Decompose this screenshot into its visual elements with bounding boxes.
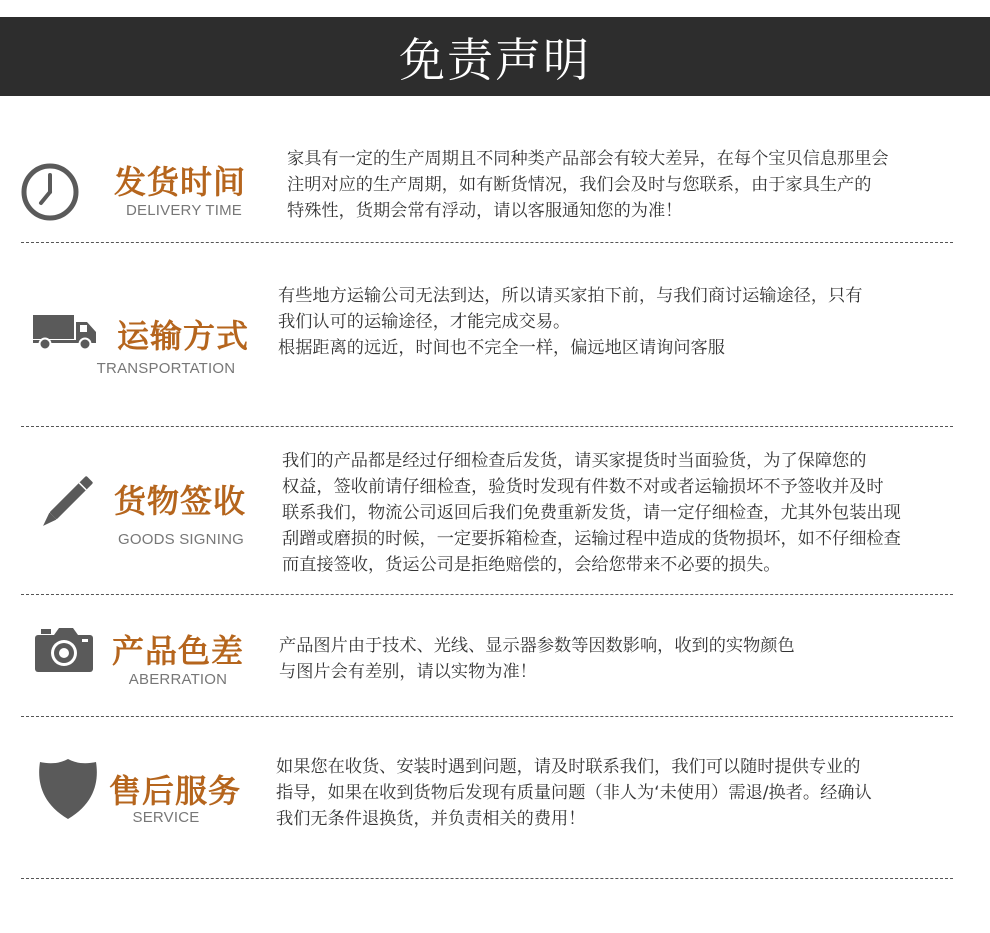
description-line: 有些地方运输公司无法到达，所以请买家拍下前，与我们商讨运输途径，只有 bbox=[278, 286, 863, 306]
page-header bbox=[0, 17, 990, 96]
description-line: 刮蹭或磨损的时候，一定要拆箱检查，运输过程中造成的货物损坏，如不仔细检查 bbox=[282, 529, 901, 549]
description-line: 而直接签收，货运公司是拒绝赔偿的，会给您带来不必要的损失。 bbox=[282, 555, 781, 575]
section-title: 运输方式 bbox=[116, 317, 249, 355]
description-line: 我们认可的运输途径，才能完成交易。 bbox=[278, 312, 571, 332]
description-line: 如果您在收货、安装时遇到问题，请及时联系我们，我们可以随时提供专业的 bbox=[276, 757, 861, 777]
section-description bbox=[276, 754, 872, 832]
description-line: 根据距离的远近，时间也不完全一样，偏远地区请询问客服 bbox=[278, 338, 725, 358]
section-description bbox=[278, 283, 862, 361]
section-description bbox=[282, 448, 901, 578]
description-line: 指导，如果在收到货物后发现有质量问题（非人为‘未使用）需退/换者。经确认 bbox=[276, 783, 872, 803]
section-subtitle: SERVICE bbox=[132, 809, 200, 826]
section-subtitle: TRANSPORTATION bbox=[96, 360, 236, 377]
description-line: 权益，签收前请仔细检查，验货时发现有件数不对或者运输损坏不予签收并及时 bbox=[282, 477, 884, 497]
description-line: 联系我们，物流公司返回后我们免费重新发货，请一定仔细检查，尤其外包装出现 bbox=[282, 503, 901, 523]
divider bbox=[21, 426, 953, 427]
section-subtitle: ABERRATION bbox=[128, 671, 228, 688]
section-title: 发货时间 bbox=[113, 163, 246, 201]
description-line: 产品图片由于技术、光线、显示器参数等因数影响，收到的实物颜色 bbox=[279, 636, 795, 656]
section-subtitle: DELIVERY TIME bbox=[126, 202, 242, 219]
description-line: 与图片会有差别，请以实物为准！ bbox=[279, 662, 537, 682]
clock-icon bbox=[20, 162, 80, 222]
divider bbox=[21, 242, 953, 243]
description-line: 我们的产品都是经过仔细检查后发货，请买家提货时当面验货，为了保障您的 bbox=[282, 451, 867, 471]
page-title: 免责声明 bbox=[399, 32, 591, 87]
divider bbox=[21, 716, 953, 717]
section-title: 产品色差 bbox=[111, 632, 244, 670]
section-description bbox=[279, 633, 795, 685]
divider bbox=[21, 878, 953, 879]
section-subtitle: GOODS SIGNING bbox=[118, 531, 244, 548]
section-description bbox=[287, 146, 889, 224]
divider bbox=[21, 594, 953, 595]
description-line: 家具有一定的生产周期且不同种类产品部会有较大差异，在每个宝贝信息那里会 bbox=[287, 149, 889, 169]
description-line: 我们无条件退换货，并负责相关的费用！ bbox=[276, 809, 586, 829]
section-title: 货物签收 bbox=[113, 482, 246, 520]
description-line: 特殊性，货期会常有浮动，请以客服通知您的为准！ bbox=[287, 201, 683, 221]
section-title: 售后服务 bbox=[108, 772, 241, 810]
description-line: 注明对应的生产周期，如有断货情况，我们会及时与您联系，由于家具生产的 bbox=[287, 175, 872, 195]
